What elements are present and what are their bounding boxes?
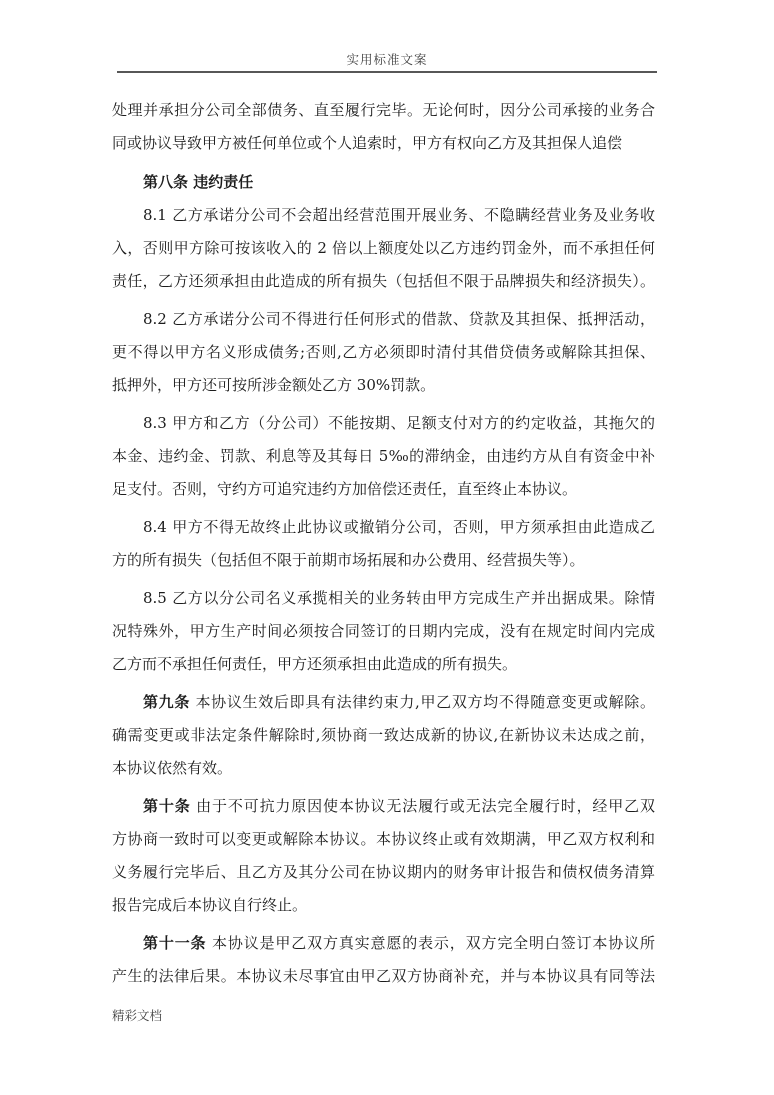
text-line: 确需变更或非法定条件解除时,须协商一致达成新的协议,在新协议未达成之前， (112, 726, 655, 744)
text-line: 抵押外，甲方还可按所涉金额处乙方 30%罚款。 (112, 376, 436, 394)
article-number-label: 第九条 (143, 693, 191, 711)
text-line: 入，否则甲方除可按该收入的 2 倍以上额度处以乙方违约罚金外，而不承担任何 (112, 239, 655, 257)
text-line (112, 686, 655, 719)
text-line: 产生的法律后果。本协议未尽事宜由甲乙双方协商补充，并与本协议具有同等法 (112, 967, 655, 985)
paragraph (112, 303, 655, 402)
text-line: 8.3 甲方和乙方（分公司）不能按期、足额支付对方的约定收益，其拖欠的 (143, 414, 655, 432)
text-line: 本金、违约金、罚款、利息等及其每日 5‰的滞纳金，由违约方从自有资金中补 (112, 447, 655, 465)
document-body (112, 94, 655, 998)
paragraph (112, 511, 655, 577)
paragraph (112, 927, 655, 993)
text-line: 报告完成后本协议自行终止。 (112, 896, 308, 914)
text-line: 本协议依然有效。 (112, 759, 233, 777)
text-line: 足支付。否则，守约方可追究违约方加倍偿还责任，直至终止本协议。 (112, 480, 578, 498)
text-line (112, 927, 655, 960)
page-header-title: 实用标准文案 (346, 52, 428, 67)
paragraph (112, 686, 655, 785)
text-line: 8.2 乙方承诺分公司不得进行任何形式的借款、贷款及其担保、抵押活动， (143, 310, 655, 328)
paragraph (112, 199, 655, 298)
article-number-label: 第十一条 (143, 934, 207, 952)
article-number-label: 第十条 (143, 797, 191, 815)
paragraph (112, 582, 655, 681)
text-line: 方协商一致时可以变更或解除本协议。本协议终止或有效期满，甲乙双方权利和 (112, 830, 655, 848)
text-line: 责任，乙方还须承担由此造成的所有损失（包括但不限于品牌损失和经济损失）。 (112, 272, 655, 290)
text-line: 乙方而不承担任何责任，甲方还须承担由此造成的所有损失。 (112, 655, 518, 673)
text-line: 同或协议导致甲方被任何单位或个人追索时，甲方有权向乙方及其担保人追偿 (112, 134, 623, 152)
text-line: 方的所有损失（包括但不限于前期市场拓展和办公费用、经营损失等）。 (112, 551, 585, 569)
text-line: 8.1 乙方承诺分公司不会超出经营范围开展业务、不隐瞒经营业务及业务收 (143, 206, 655, 224)
paragraph (112, 407, 655, 506)
text-line: 第八条 违约责任 (143, 173, 254, 191)
text-line: 况特殊外，甲方生产时间必须按合同签订的日期内完成，没有在规定时间内完成 (112, 622, 655, 640)
article-heading (112, 166, 655, 199)
text-line: 义务履行完毕后、且乙方及其分公司在协议期内的财务审计报告和债权债务清算 (112, 863, 655, 881)
line-text: 本协议是甲乙双方真实意愿的表示，双方完全明白签订本协议所 (206, 934, 655, 952)
text-line: 处理并承担分公司全部债务、直至履行完毕。无论何时，因分公司承接的业务合 (112, 101, 655, 119)
text-line (112, 790, 655, 823)
page-footer-label: 精彩文档 (112, 1008, 163, 1023)
header-rule-divider (117, 71, 657, 73)
paragraph (112, 790, 655, 922)
text-line: 8.4 甲方不得无故终止此协议或撤销分公司，否则，甲方须承担由此造成乙 (143, 518, 655, 536)
line-text: 由于不可抗力原因使本协议无法履行或无法完全履行时，经甲乙双 (190, 797, 655, 815)
line-text: 本协议生效后即具有法律约束力,甲乙双方均不得随意变更或解除。 (190, 693, 655, 711)
text-line: 更不得以甲方名义形成债务;否则,乙方必须即时清付其借贷债务或解除其担保、 (112, 343, 655, 361)
text-line: 8.5 乙方以分公司名义承揽相关的业务转由甲方完成生产并出据成果。除情 (143, 589, 655, 607)
paragraph (112, 94, 655, 160)
